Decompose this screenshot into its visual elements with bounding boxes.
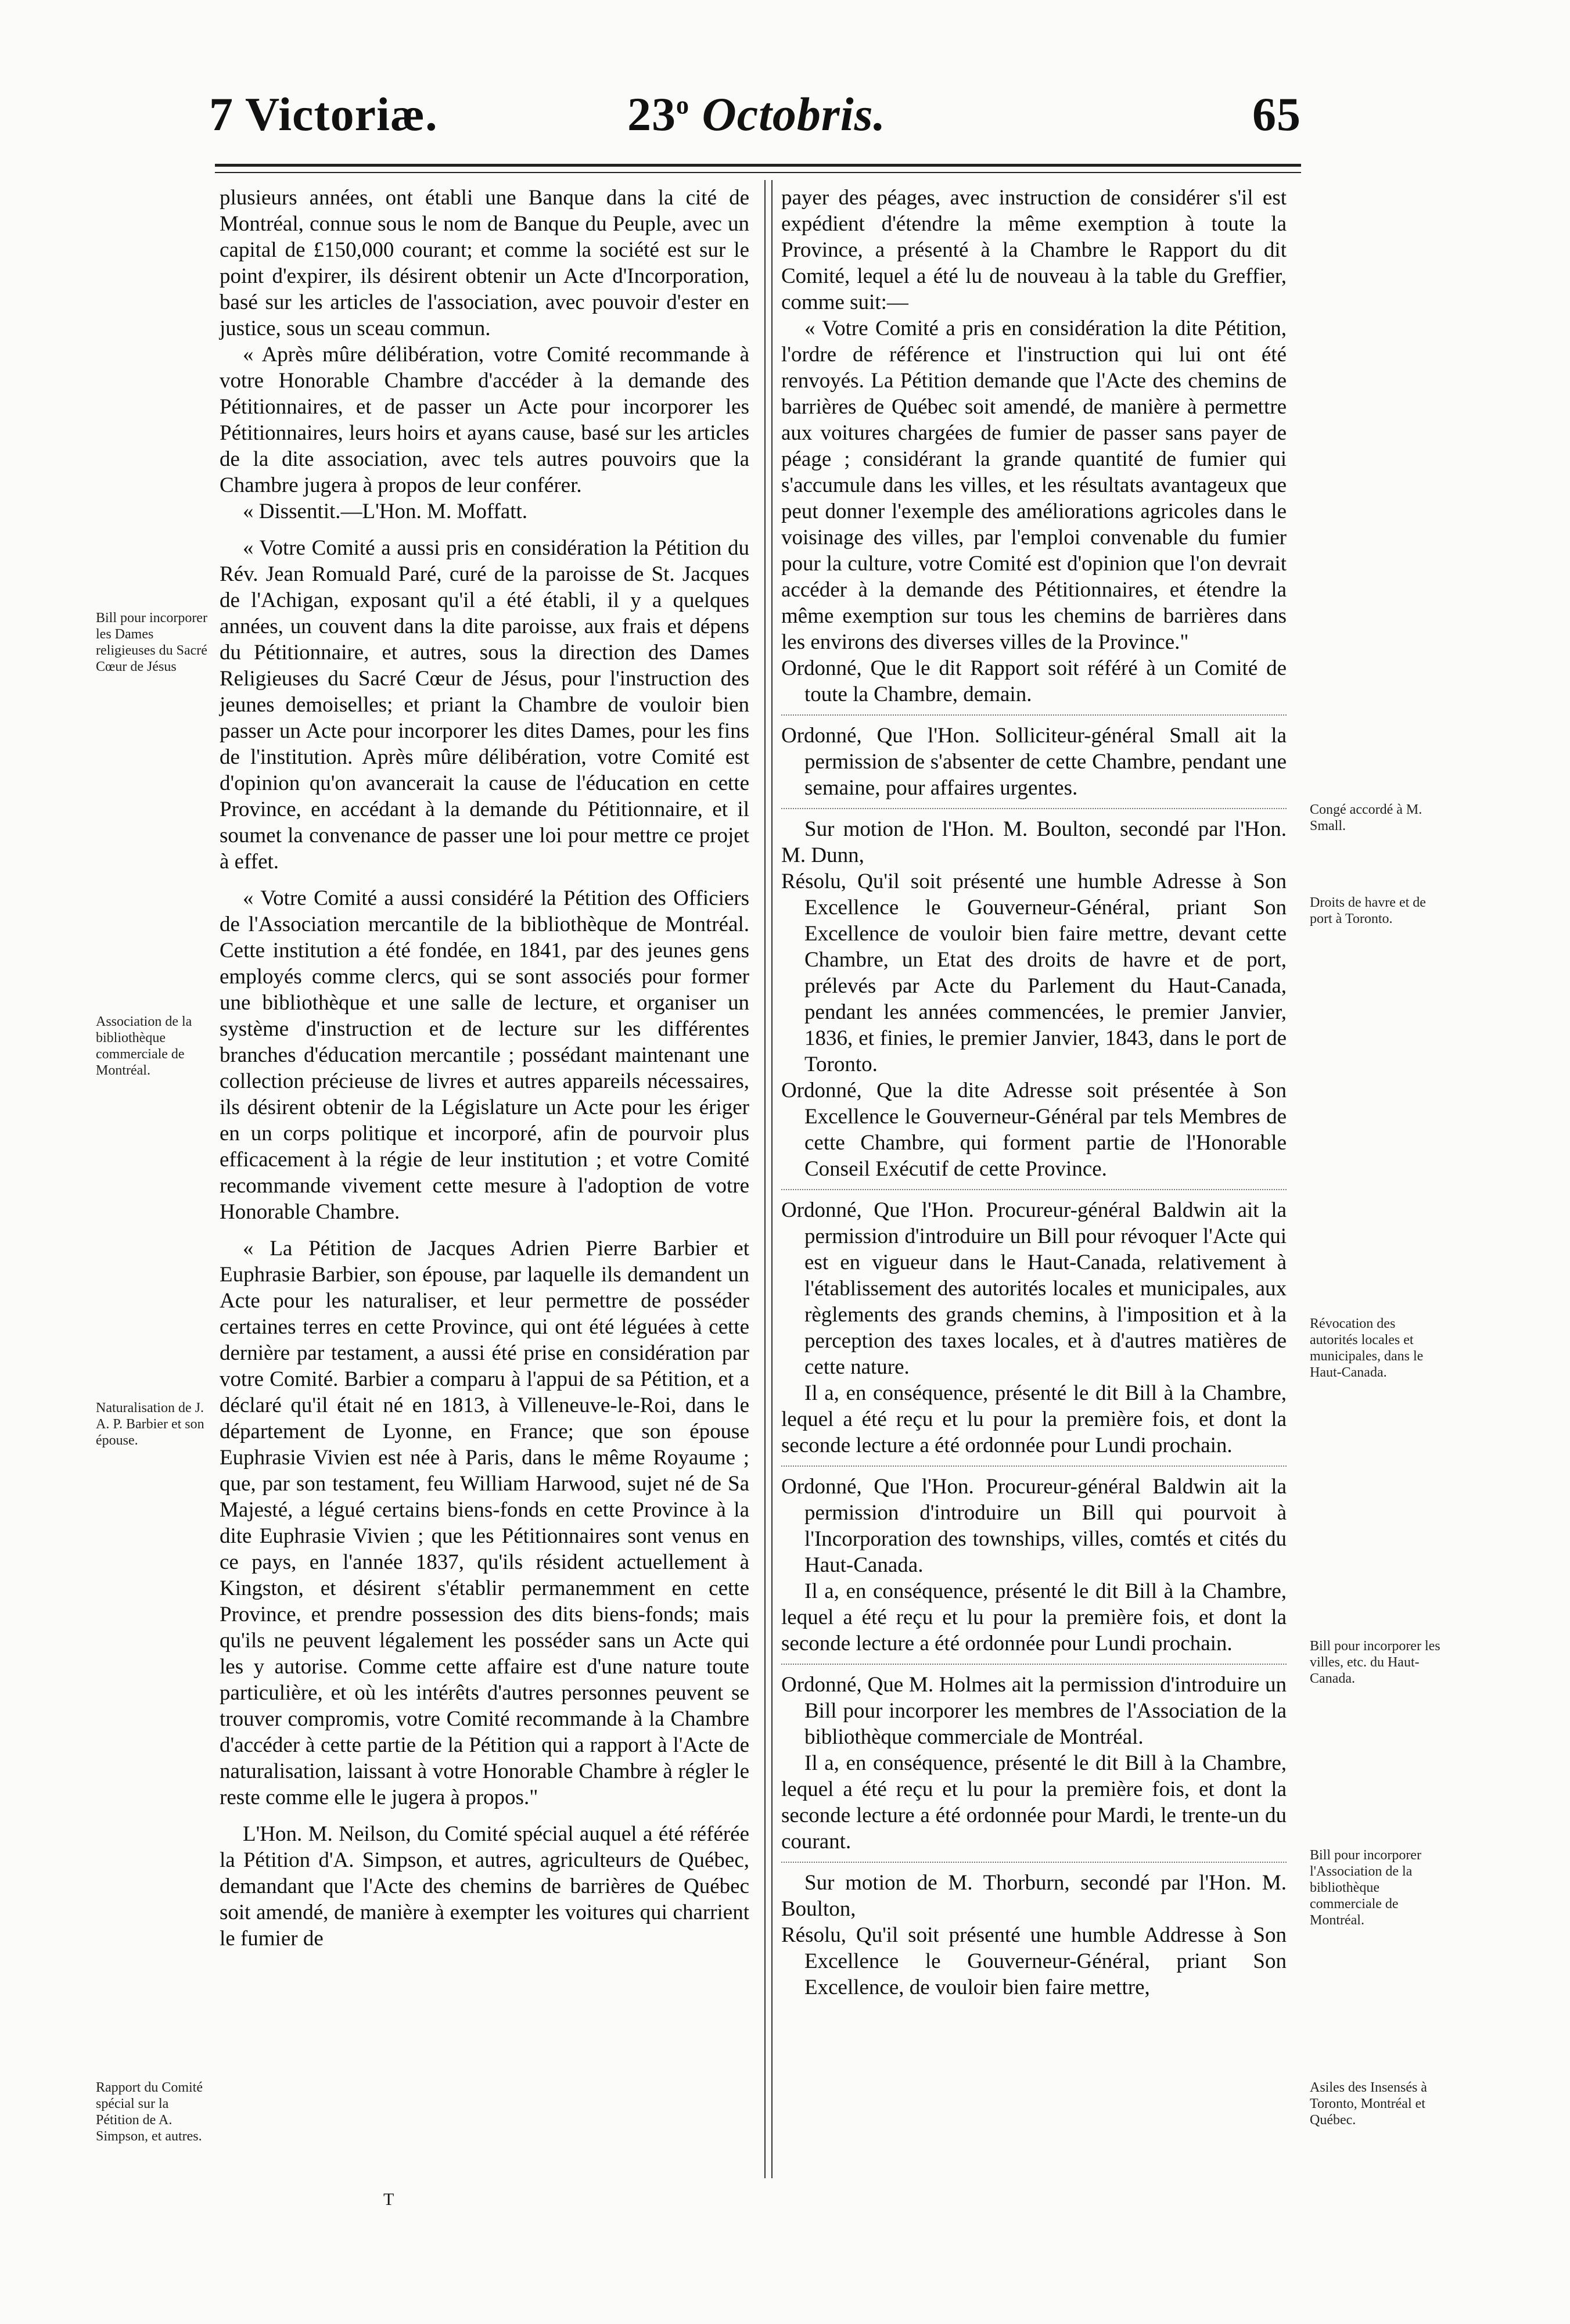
- right-paragraph: Ordonné, Que la dite Adresse soit présentée à Son Excellence le Gouverneur-Général par tels Membres de cette Chambre, qui forment partie de l'Honorable Conseil Exécutif de cette Province.: [781, 1079, 1287, 1181]
- signature-mark: T: [383, 2190, 394, 2209]
- right-paragraph: Ordonné, Que l'Hon. Procureur-général Baldwin ait la permission d'introduire un Bill pour révoquer l'Acte qui est en vigueur dans le Haut-Canada, relativement à l'établissement des autorités locales et municipales, aux règlements des grands chemins, à l'imposition et à la perception des taxes locales, et à d'autres matières de cette nature.: [781, 1198, 1287, 1379]
- left-paragraph: plusieurs années, ont établi une Banque dans la cité de Montréal, connue sous le nom de Banque du Peuple, avec un capital de £150,000 courant; et comme la société est sur le point d'expirer, ils désirent obtenir un Acte d'Incorporation, basé sur les articles de l'association, avec pouvoir d'ester en justice, sous un sceau commun.: [220, 186, 749, 340]
- margin-note-right: Congé accordé à M. Small.: [1310, 802, 1422, 834]
- header-rule-thick: [215, 164, 1301, 167]
- right-paragraph: Résolu, Qu'il soit présenté une humble Addresse à Son Excellence le Gouverneur-Général, priant Son Excellence, de vouloir bien faire mettre,: [781, 1923, 1287, 1999]
- left-paragraph: « Votre Comité a aussi considéré la Pétition des Officiers de l'Association mercantile de la bibliothèque de Montréal. Cette institution a été fondée, en 1841, par des jeunes gens employés comme clercs, qui se sont associés pour former une bibliothèque et une salle de lecture, et organiser un système d'instruction et de lecture sur les différentes branches d'éducation mercantile ; possédant maintenant une collection précieuse de livres et autres appareils nécessaires, ils désirent obtenir de la Législature un Acte pour les ériger en un corps politique et incorporé, afin de pourvoir plus efficacement à la régie de leur institution ; et votre Comité recommande vivement cette mesure à l'adoption de votre Honorable Chambre.: [220, 886, 749, 1224]
- margin-note-left: Association de la bibliothèque commerciale de Montréal.: [96, 1014, 192, 1078]
- right-paragraph: Sur motion de l'Hon. M. Boulton, secondé par l'Hon. M. Dunn,: [781, 817, 1287, 867]
- margin-note-right: Bill pour incorporer les villes, etc. du Haut-Canada.: [1310, 1639, 1440, 1686]
- section-rule: [781, 714, 1287, 716]
- date-day: 23: [627, 88, 676, 141]
- right-paragraph: Résolu, Qu'il soit présenté une humble Adresse à Son Excellence le Gouverneur-Général, priant Son Excellence de vouloir bien faire mettre, devant cette Chambre, un Etat des droits de havre et de port, prélevés par Acte du Parlement du Haut-Canada, pendant les années commencées, le premier Janvier, 1836, et finies, le premier Janvier, 1843, dans le port de Toronto.: [781, 870, 1287, 1076]
- section-rule: [781, 1664, 1287, 1665]
- right-paragraph: Ordonné, Que l'Hon. Solliciteur-général Small ait la permission de s'absenter de cette Chambre, pendant une semaine, pour affaires urgentes.: [781, 724, 1287, 800]
- session-date: [627, 87, 886, 142]
- section-rule: [781, 1862, 1287, 1863]
- left-paragraph: « Votre Comité a aussi pris en considération la Pétition du Rév. Jean Romuald Paré, curé de la paroisse de St. Jacques de l'Achigan, exposant qu'il a été établi, il y a quelques années, un couvent dans la dite paroisse, aux frais et dépens du Pétitionnaire, et autres, sous la direction des Dames Religieuses du Sacré Cœur de Jésus, pour l'instruction des jeunes demoiselles; et priant la Chambre de vouloir bien passer un Acte pour incorporer les dites Dames, pour les fins de l'institution. Après mûre délibération, votre Comité est d'opinion qu'on avancerait la cause de l'éducation en cette Province, en accédant à la demande du Pétitionnaire, et il soumet la convenance de passer une loi pour mettre ce projet à effet.: [220, 536, 749, 874]
- date-month: Octobris.: [702, 88, 886, 141]
- section-rule: [781, 1465, 1287, 1467]
- margin-note-right: Bill pour incorporer l'Association de la bibliothèque commerciale de Montréal.: [1310, 1848, 1421, 1928]
- right-paragraph: Ordonné, Que l'Hon. Procureur-général Baldwin ait la permission d'introduire un Bill qui pourvoit à l'Incorporation des townships, villes, comtés et cités du Haut-Canada.: [781, 1475, 1287, 1577]
- margin-note-right: Asiles des Insensés à Toronto, Montréal et Québec.: [1310, 2080, 1427, 2128]
- page-number: 65: [1252, 88, 1301, 141]
- right-paragraph: Ordonné, Que M. Holmes ait la permission d'introduire un Bill pour incorporer les membres de l'Association de la bibliothèque commerciale de Montréal.: [781, 1673, 1287, 1749]
- header-rule-thin: [215, 172, 1301, 173]
- right-paragraph: payer des péages, avec instruction de considérer s'il est expédient d'étendre la même exemption à toute la Province, a présenté à la Chambre le Rapport du dit Comité, lequel a été lu de nouveau à la table du Greffier, comme suit:—: [781, 186, 1287, 314]
- left-column: [220, 185, 749, 1952]
- margin-note-right: Révocation des autorités locales et municipales, dans le Haut-Canada.: [1310, 1316, 1424, 1380]
- right-paragraph: Il a, en conséquence, présenté le dit Bill à la Chambre, lequel a été reçu et lu pour la première fois, et dont la seconde lecture a été ordonnée pour Lundi prochain.: [781, 1579, 1287, 1655]
- margin-note-left: Naturalisation de J. A. P. Barbier et son épouse.: [96, 1400, 204, 1448]
- section-rule: [781, 808, 1287, 809]
- right-paragraph: Sur motion de M. Thorburn, secondé par l'Hon. M. Boulton,: [781, 1871, 1287, 1921]
- margin-note-left: Rapport du Comité spécial sur la Pétition de A. Simpson, et autres.: [96, 2080, 203, 2144]
- section-rule: [781, 1189, 1287, 1190]
- margin-note-left: Bill pour incorporer les Dames religieuses du Sacré Cœur de Jésus: [96, 610, 207, 674]
- column-divider: [764, 180, 773, 2178]
- left-paragraph: « Après mûre délibération, votre Comité recommande à votre Honorable Chambre d'accéder à la demande des Pétitionnaires, et de passer un Acte pour incorporer les Pétitionnaires, leurs hoirs et ayans cause, basé sur les articles de la dite association, avec tels autres pouvoirs que la Chambre jugera à propos de leur conférer.: [220, 343, 749, 497]
- page-header: [209, 87, 1301, 151]
- right-paragraph: « Votre Comité a pris en considération la dite Pétition, l'ordre de référence et l'instruction qui lui ont été renvoyés. La Pétition demande que l'Acte des chemins de barrières de Québec soit amendé, de manière à permettre aux voitures chargées de fumier de passer sans payer de péage ; considérant la grande quantité de fumier qui s'accumule dans les villes, et les résultats avantageux que peut donner l'exemple des améliorations agricoles dans le voisinage des villes, par l'emploi convenable du fumier pour la culture, votre Comité est d'opinion que l'on devrait accéder à la demande des Pétitionnaires, et étendre la même exemption sur tous les chemins de barrières dans les environs des diverses villes de la Province.": [781, 317, 1287, 654]
- right-paragraph: Il a, en conséquence, présenté le dit Bill à la Chambre, lequel a été reçu et lu pour la première fois, et dont la seconde lecture a été ordonnée pour Lundi prochain.: [781, 1381, 1287, 1457]
- left-paragraph: « La Pétition de Jacques Adrien Pierre Barbier et Euphrasie Barbier, son épouse, par laquelle ils demandent un Acte pour les naturaliser, et leur permettre de posséder certaines terres en cette Province, qui ont été léguées à cette dernière par testament, a aussi été prise en considération par votre Comité. Barbier a comparu à l'appui de sa Pétition, et a déclaré qu'il était né en 1813, à Villeneuve-le-Roi, dans le département de Lyonne, en France; que son épouse Euphrasie Vivien est née à Paris, dans le même Royaume ; que, par son testament, feu William Harwood, sujet né de Sa Majesté, a légué certains biens-fonds en cette Province à la dite Euphrasie Vivien ; que les Pétitionnaires sont venus en ce pays, en l'année 1837, qu'ils résident actuellement à Kingston, et désirent s'établir permanemment en cette Province, et prendre possession des dits biens-fonds; mais qu'ils ne peuvent légalement les posséder sans un Acte qui les y autorise. Comme cette affaire est d'une nature toute particulière, et où les intérêts d'autres personnes peuvent se trouver compromis, votre Comité recommande à la Chambre d'accéder à cette partie de la Pétition qui a rapport à l'Acte de naturalisation, laissant à votre Honorable Chambre à régler le reste comme elle le jugera à propos.": [220, 1237, 749, 1809]
- right-paragraph: Ordonné, Que le dit Rapport soit référé à un Comité de toute la Chambre, demain.: [781, 656, 1287, 706]
- right-paragraph: Il a, en conséquence, présenté le dit Bill à la Chambre, lequel a été reçu et lu pour la première fois, et dont la seconde lecture a été ordonnée pour Mardi, le trente-un du courant.: [781, 1751, 1287, 1854]
- right-column: [781, 185, 1287, 2000]
- left-paragraph: L'Hon. M. Neilson, du Comité spécial auquel a été référée la Pétition d'A. Simpson, et autres, agriculteurs de Québec, demandant que l'Acte des chemins de barrières de Québec soit amendé, de manière à exempter les voitures qui charrient le fumier de: [220, 1822, 749, 1951]
- date-day-suffix: o: [676, 91, 689, 120]
- regnal-year: 7 Victoriæ.: [209, 88, 438, 141]
- margin-note-right: Droits de havre et de port à Toronto.: [1310, 895, 1426, 926]
- left-paragraph: « Dissentit.—L'Hon. M. Moffatt.: [243, 500, 528, 523]
